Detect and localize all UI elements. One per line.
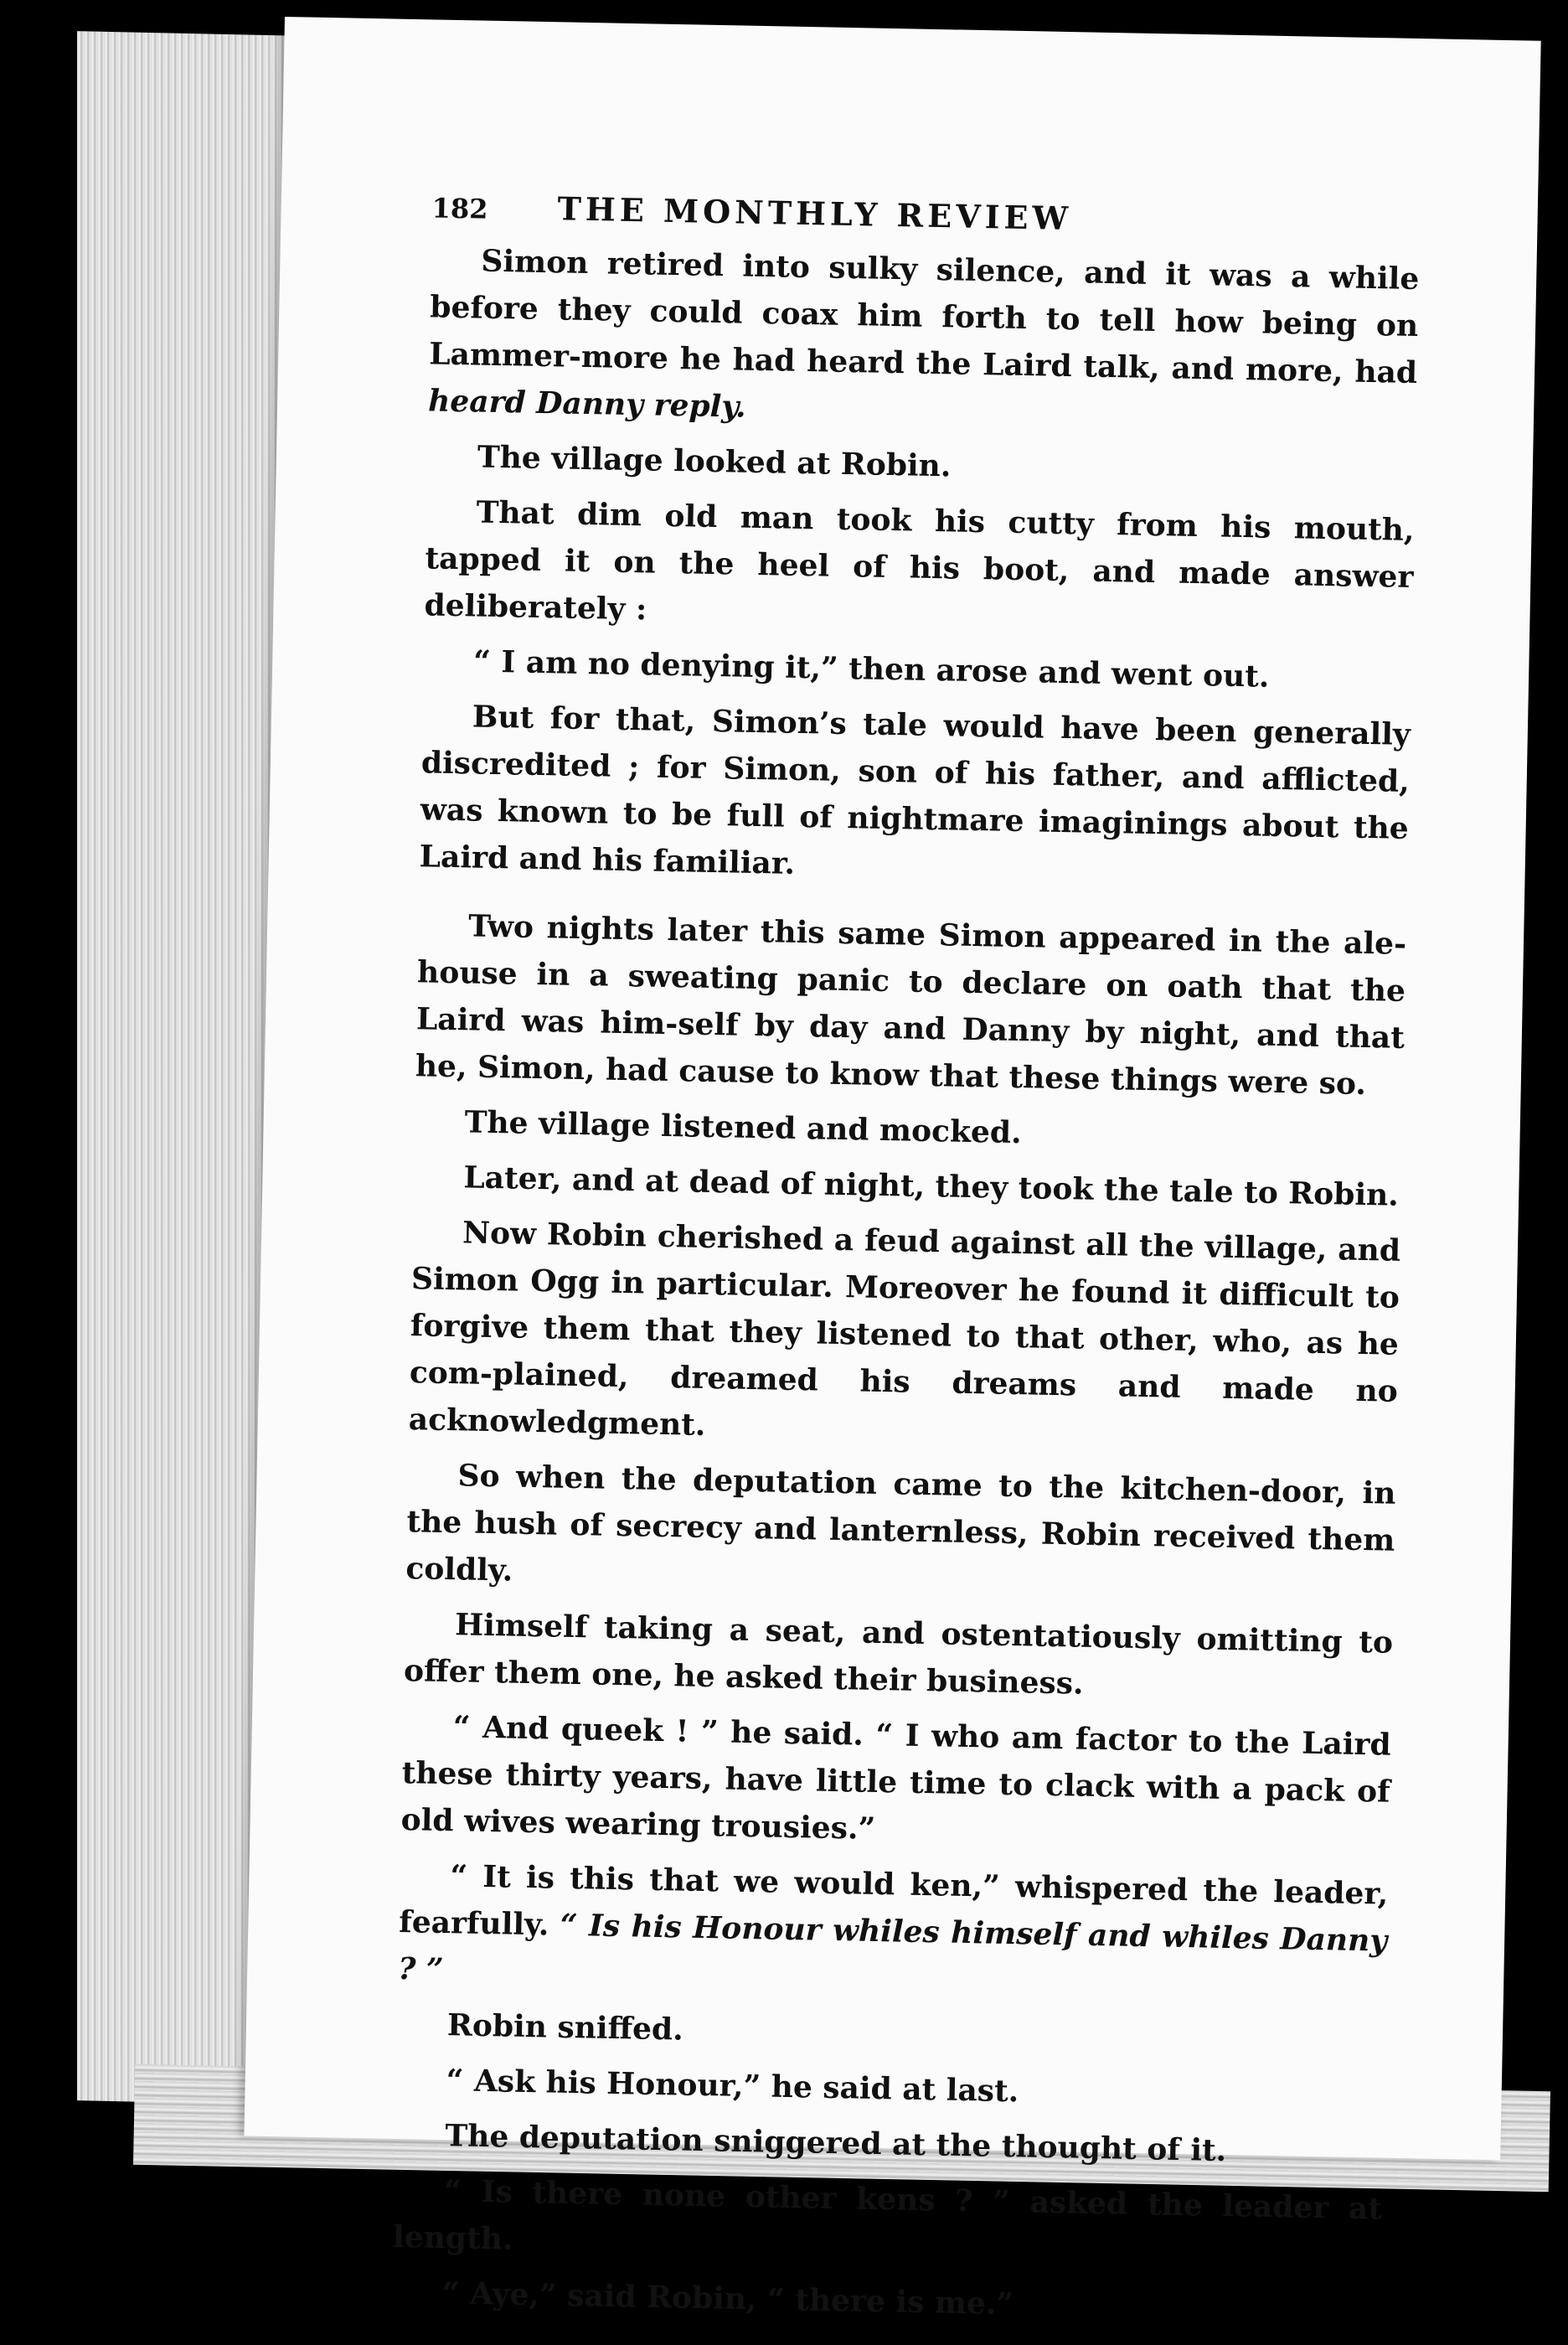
paragraph-1 [428,236,1420,443]
paragraph-13 [398,1852,1389,2012]
journal-title: THE MONTHLY REVIEW [557,189,1073,238]
paragraph-10: So when the deputation came to the kitchen-door, in the hush of secrecy and lanternless, Robin received them coldly. [405,1458,1396,1588]
page-number: 182 [431,192,488,225]
paragraph-2: The village looked at Robin. [477,439,952,484]
paragraph-18: “ Aye,” said Robin, “ there is me.” [441,2275,1014,2322]
paragraph-13-text: “ It is this that we would ken,” whispered the leader, fearfully. [398,1858,1389,1943]
paragraph-12: “ And queek ! ” he said. “ I who am factor to the Laird these thirty years, have little time to clack with a pack of old wives wearing trousies.” [400,1709,1392,1847]
paragraph-16: The deputation sniggered at the thought of it. [445,2118,1227,2169]
paragraph-14: Robin sniffed. [446,2007,684,2048]
paragraph-1-text: Simon retired into sulky silence, and it was a while before they could coax him forth to tell how being on Lammer-more he had heard the Laird talk, and more, had [428,243,1420,391]
paragraph-15: “ Ask his Honour,” he said at last. [446,2063,1019,2110]
page-content [391,187,1421,2342]
paragraph-9: Now Robin cherished a feud against all the village, and Simon Ogg in particular. Moreover he found it difficult to forgive them that they listened to that other, who, as he com-plained, dreamed his dreams and made no acknowledgment. [408,1215,1401,1443]
paragraph-1-italic: heard Danny reply. [427,383,747,425]
book-page [244,17,1540,2322]
paragraph-7: The village listened and mocked. [464,1104,1022,1151]
paragraph-3: That dim old man took his cutty from his mouth, tapped it on the heel of his boot, and made answer deliberately : [424,494,1415,628]
paragraph-8: Later, and at dead of night, they took the tale to Robin. [463,1160,1400,1213]
paragraph-5: But for that, Simon’s tale would have been generally discredited ; for Simon, son of his father, and afflicted, was known to be full of nightmare imaginings about the Laird and his familiar. [419,699,1411,881]
paragraph-17: “ Is there none other kens ? ” asked the leader at length. [392,2173,1383,2257]
paragraph-4: “ I am no denying it,” then arose and went out. [472,643,1270,695]
running-head [431,187,1421,244]
paragraph-11: Himself taking a seat, and ostentatiously omitting to offer them one, he asked their business. [403,1607,1394,1702]
paragraph-6: Two nights later this same Simon appeared in the ale-house in a sweating panic to declare on oath that the Laird was him-self by day and Danny by night, and that he, Simon, had cause to know that these things were so. [415,908,1407,1103]
paragraph-13-italic: “ Is his Honour whiles himself and whiles Danny ? ” [397,1907,1388,1988]
